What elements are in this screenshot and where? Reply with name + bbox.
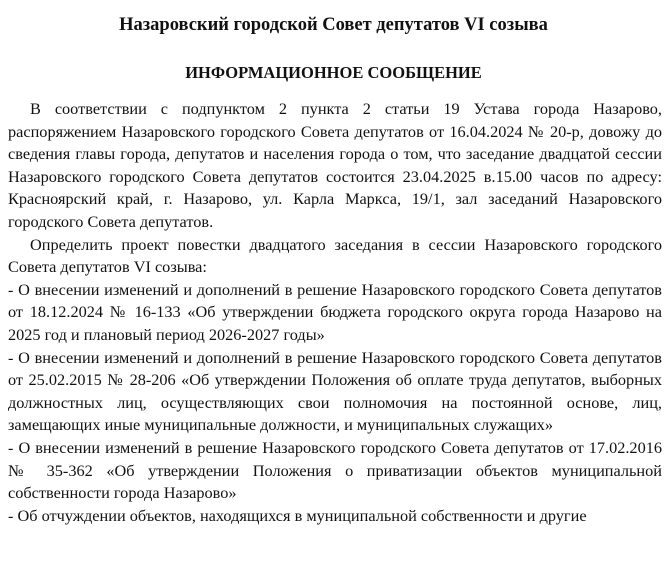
agenda-item-salary: - О внесении изменений и дополнений в решение Назаровского городского Совета депутатов от 25.02.2015 № 28-206 «Об утверждении Положения об оплате труда депутатов, выборных должностных лиц, осуществляющих свои полномочия на постоянной основе, лиц, замещающих иные муниципальные должности, и муниципальных служащих»	[8, 347, 662, 435]
paragraph-announcement: В соответствии с подпунктом 2 пункта 2 статьи 19 Устава города Назарово, распоряжением Назаровского городского Совета депутатов от 16.04.2024 № 20-р, довожу до сведения главы города, депутатов и населения города о том, что заседание двадцатой сессии Назаровского городского Совета депутатов состоится 23.04.2025 в.15.00 часов по адресу: Красноярский край, г. Назарово, ул. Карла Маркса, 19/1, зал заседаний Назаровского городского Совета депутатов.	[8, 99, 662, 231]
paragraph-agenda-intro: Определить проект повестки двадцатого заседания в сессии Назаровского городского Совета депутатов VI созыва:	[8, 234, 662, 277]
document-title: Назаровский городской Совет депутатов VI созыва	[119, 15, 548, 35]
agenda-item-alienation: - Об отчуждении объектов, находящихся в муниципальной собственности и другие	[8, 505, 587, 525]
document-subtitle: ИНФОРМАЦИОННОЕ СООБЩЕНИЕ	[185, 63, 482, 82]
agenda-item-privatization: - О внесении изменений в решение Назаровского городского Совета депутатов от 17.02.2016 № 35-362 «Об утверждении Положения о приватизации объектов муниципальной собственности города Назарово»	[8, 437, 662, 503]
agenda-item-budget: - О внесении изменений и дополнений в решение Назаровского городского Совета депутатов от 18.12.2024 № 16-133 «Об утверждении бюджета городского округа города Назарово на 2025 год и плановый период 2026-2027 годы»	[8, 279, 662, 344]
document-body	[8, 98, 662, 527]
